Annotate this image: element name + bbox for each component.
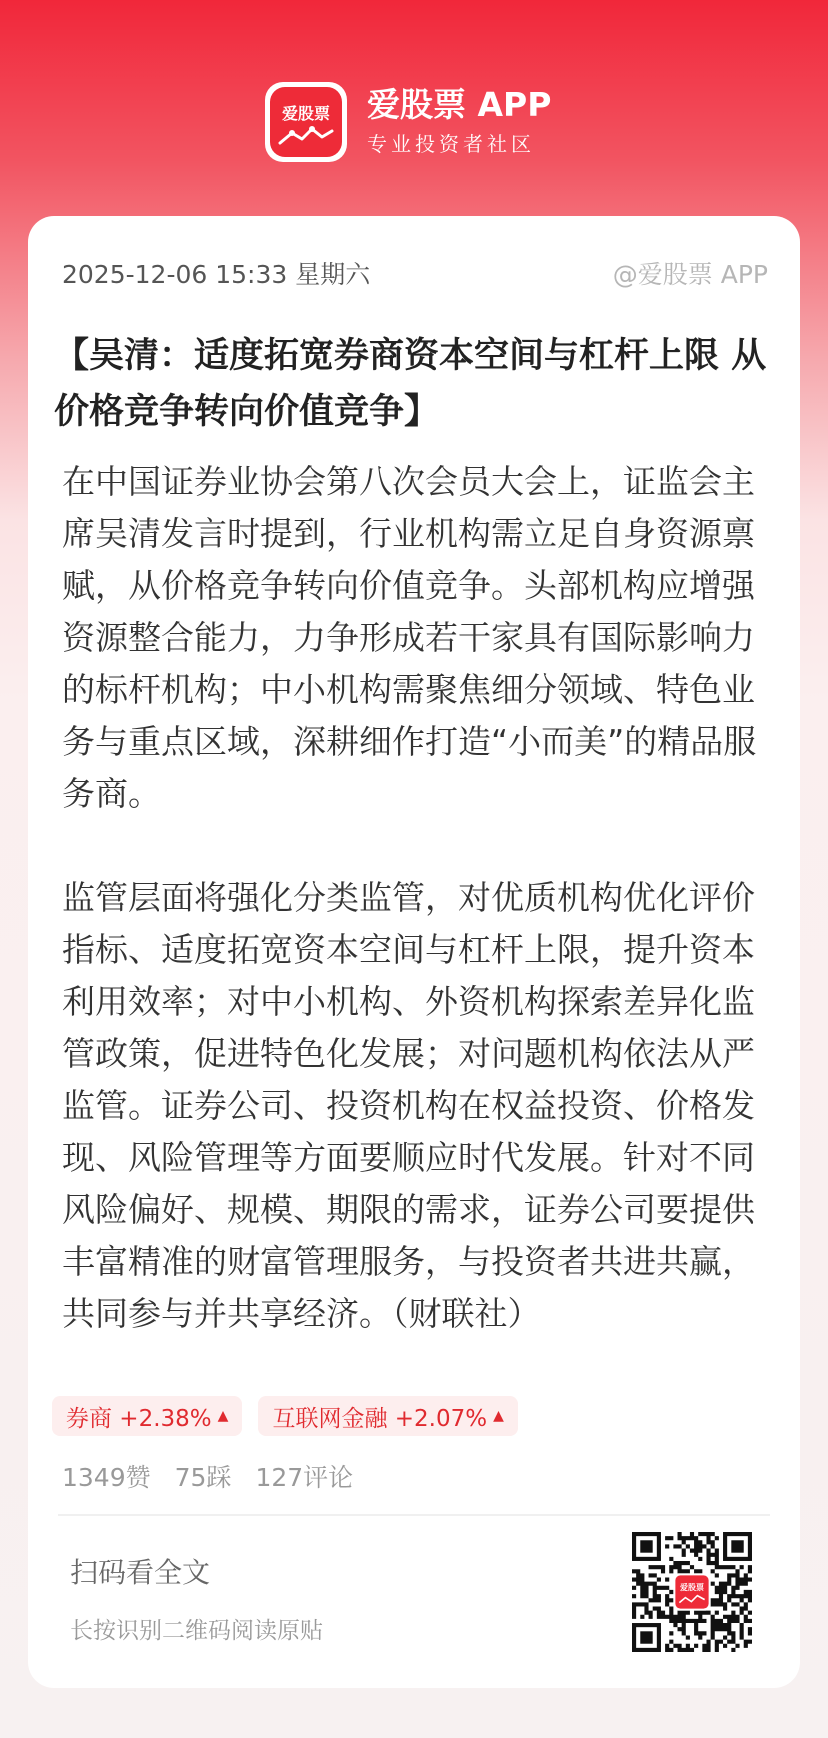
trend-line-icon: [278, 125, 334, 147]
post-datetime: 2025-12-06 15:33 星期六: [62, 260, 371, 289]
post-stats: [62, 1462, 353, 1494]
post-paragraph: 在中国证券业协会第八次会员大会上，证监会主席吴清发言时提到，行业机构需立足自身资源禀赋，从价格竞争转向价值竞争。头部机构应增强资源整合能力，力争形成若干家具有国际影响力的标杆机构；中小机构需聚焦细分领域、特色业务与重点区域，深耕细作打造“小而美”的精品服务商。: [62, 462, 757, 813]
post-body: [62, 456, 774, 1340]
like-count[interactable]: 1349赞: [62, 1463, 151, 1492]
scan-title: 扫码看全文: [70, 1556, 211, 1589]
stock-tag-brokers[interactable]: [52, 1396, 242, 1436]
divider: [58, 1514, 770, 1516]
qr-code[interactable]: [632, 1532, 752, 1652]
stock-tag-internet-finance[interactable]: [258, 1396, 517, 1436]
comment-count[interactable]: 127评论: [255, 1463, 354, 1492]
app-logo-text: 爱股票: [281, 104, 330, 123]
qr-finder: [634, 1534, 659, 1559]
app-tagline: 专业投资者社区: [367, 132, 535, 156]
qr-logo-text: 爱股票: [680, 1583, 704, 1592]
qr-finder: [634, 1625, 659, 1650]
up-arrow-icon: ▲: [493, 1408, 504, 1424]
stock-tags: [52, 1396, 518, 1436]
qr-finder: [725, 1534, 750, 1559]
dislike-count[interactable]: 75踩: [174, 1463, 232, 1492]
stock-tag-label: 券商 +2.38%: [66, 1405, 212, 1432]
post-source[interactable]: @爱股票 APP: [612, 260, 768, 289]
app-name: 爱股票 APP: [367, 85, 552, 124]
post-meta: [62, 260, 768, 290]
qr-logo-badge: [675, 1575, 708, 1608]
post-headline: 【吴清：适度拓宽券商资本空间与杠杆上限 从价格竞争转向价值竞争】: [54, 336, 767, 432]
post-card: [28, 216, 800, 1688]
app-logo: [265, 82, 347, 162]
post-paragraph: 监管层面将强化分类监管，对优质机构优化评价指标、适度拓宽资本空间与杠杆上限，提升资本利用效率；对中小机构、外资机构探索差异化监管政策，促进特色化发展；对问题机构依法从严监管。证券公司、投资机构在权益投资、价格发现、风险管理等方面要顺应时代发展。针对不同风险偏好、规模、期限的需求，证券公司要提供丰富精准的财富管理服务，与投资者共进共赢，共同参与并共享经济。（财联社）: [62, 878, 755, 1333]
app-brand: [265, 82, 551, 162]
scan-hint: 长按识别二维码阅读原贴: [70, 1618, 323, 1644]
stock-tag-label: 互联网金融 +2.07%: [272, 1405, 488, 1432]
up-arrow-icon: ▲: [217, 1408, 229, 1424]
brand-text: [367, 85, 551, 159]
app-logo-badge: [270, 87, 342, 157]
